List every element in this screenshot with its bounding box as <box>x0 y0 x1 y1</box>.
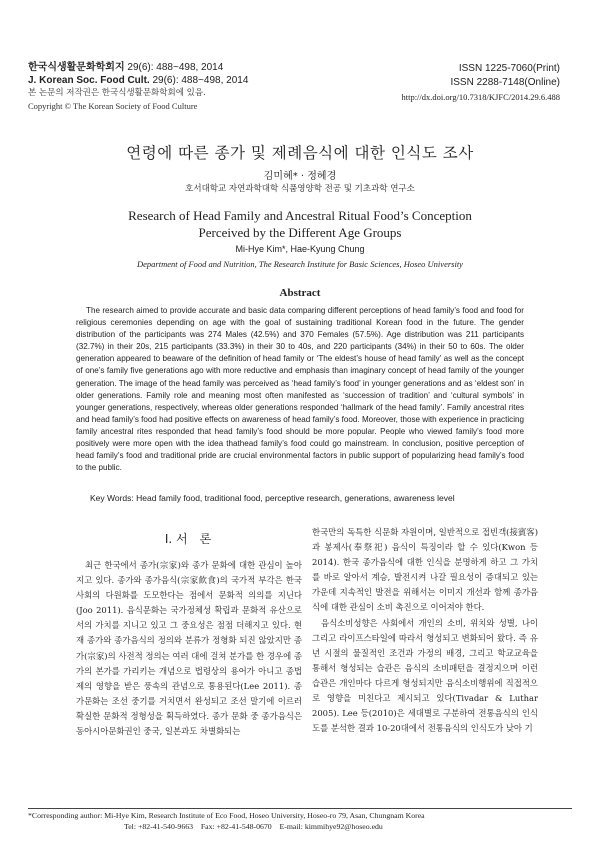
abstract-body: The research aimed to provide accurate and basic data comparing different perceptions of head family’s food and food for religious ceremonies depending on age with the goal of sustaining traditional Korean food in the future. The gender distribution of the participants was 274 Males (42.5%) and 370 Females (57.5%). Age distribution was 211 participants (32.7%) in their 20s, 215 participants (33.3%) in their 30 to 40s, and 220 participants (34%) in their 50 to 60s. The older generation appeared to beaware of the definition of head family or ‘The eldest’s house of head family’ as well as the concept of one’s family five generations ago with more reductive and emphasis than imaginary concept of head family of the younger generation. The image of the head family was perceived as ‘head family’s food’ in younger generations and as ‘eldest son’ in older generations. Family role and meaning most often manifested as ‘succession of tradition’ and ‘cultural symbols’ in younger generations, respectively, whereas older generations responded ‘hallmark of the head family’. Family ancestral rites and head family’s food had positive effects on awareness of head family’s food. Moreover, those with experience in practicing family ancestral rites responded that head family’s food should be more popular. People who viewed family’s food more positively were more open with the idea thathead family’s food could go mainstream. In conclusion, positive perception of head family’s food and traditional pride are crucial environmental factors in public support of popularizing head family’s food to the public. <box>76 306 524 473</box>
footnote-line-2: Tel: +82-41-540-9663 Fax: +82-41-548-0670 E-mail: kimmihye92@hoseo.edu <box>124 821 383 831</box>
journal-header <box>28 62 248 112</box>
copyright-en: Copyright © The Korean Society of Food Culture <box>28 100 198 111</box>
journal-ko-cite: 29(6): 488~498, 2014 <box>127 62 224 73</box>
intro-left-column: 최근 한국에서 종가(宗家)와 종가 문화에 대한 관심이 높아지고 있다. 종가와 종가음식(宗家飮食)의 국가적 부각은 한국사회의 다원화를 도모한다는 점에서 문화적 의의를 지닌다(Joo 2011). 음식문화는 국가정체성 확립과 문화적 유산으로서의 가치를 지니고 있고 그 중요성은 점점 더해지고 있다. 현재 종가와 종가음식의 정의와 분류가 정형화 되진 않았지만 종가(宗家)의 사전적 정의는 여러 대에 걸쳐 분가를 한 경우에 종가의 본가를 가리키는 개념으로 법령상의 용어가 아니고 종법제의 영향을 받은 풍속의 관념으로 통용된다(Lee 2011). 종가문화는 조선 중기를 거치면서 완성되고 조선 말기에 이르러 확실한 문화적 정형성을 획득하였다. 종가 문화 중 종가음식은 동아시아문화권인 중국, 일본과도 차별화되는 <box>76 560 302 737</box>
intro-right-paragraph-1: 한국만의 독특한 식문화 자원이며, 일반적으로 접빈객(接賓客)과 봉제사(奉祭祀) 음식이 특징이라 할 수 있다(Kwon 등 2014). 한국 종가음식에 대한 인식을 분명하게 하고 그 가치를 바로 알아서 계승, 발전시켜 나갈 필요성이 증대되고 있는 가운데 지속적인 발전을 위해서는 이미지 개선과 함께 종가음식에 대한 관심이 소비 촉진으로 이어져야 한다. <box>312 527 538 613</box>
keywords: Key Words: Head family food, traditional food, perceptive research, generations, awareness level <box>90 493 455 503</box>
title-english <box>0 207 600 241</box>
title-english-line-2: Perceived by the Different Age Groups <box>198 225 402 240</box>
section-heading-introduction: Ⅰ. 서 론 <box>164 532 212 546</box>
abstract-heading: Abstract <box>279 287 321 299</box>
issn-print: ISSN 1225-7060(Print) <box>458 63 560 74</box>
doi-link[interactable]: http://dx.doi.org/10.7318/KJFC/2014.29.6.488 <box>401 92 560 102</box>
corresponding-author-footnote <box>28 811 425 832</box>
copyright-ko: 본 논문의 저작권은 한국식생활문화학회에 있음. <box>28 88 206 98</box>
journal-ko-name: 한국식생활문화학회지 <box>28 62 125 73</box>
journal-ko-line <box>28 62 248 75</box>
journal-en-name: J. Korean Soc. Food Cult. <box>28 74 150 86</box>
journal-en-line <box>28 75 248 88</box>
journal-en-cite: 29(6): 488~498, 2014 <box>152 74 249 86</box>
affiliation-korean: 호서대학교 자연과학대학 식품영양학 전공 및 기초과학 연구소 <box>185 184 415 194</box>
intro-right-paragraph-2: 음식소비성향은 사회에서 개인의 소비, 위치와 성별, 나이 그리고 라이프스타일에 따라서 형성되고 변화되어 왔다. 즉 유년 시절의 물질적인 조건과 가정의 배경, 그리고 학교교육을 통해서 형성되는 습관은 음식의 소비패턴을 결정지으며 이런 습관은 개인마다 다르게 형성되지만 음식소비행위에 직접적으로 영향을 미친다고 제시되고 있다(Tivadar & Luthar 2005). Lee 등(2010)은 세대별로 구분하여 전통음식의 인식도를 분석한 결과 10-20대에서 전통음식의 인식도가 낮아 기 <box>312 617 538 734</box>
footnote-divider <box>28 808 572 809</box>
authors-korean: 김미혜* · 정혜경 <box>263 171 337 182</box>
affiliation-english: Department of Food and Nutrition, The Research Institute for Basic Sciences, Hoseo University <box>137 259 463 269</box>
title-english-line-1: Research of Head Family and Ancestral Ritual Food’s Conception <box>128 208 472 223</box>
intro-right-column <box>312 525 538 736</box>
title-korean: 연령에 따른 종가 및 제례음식에 대한 인식도 조사 <box>126 144 474 162</box>
authors-english: Mi-Hye Kim*, Hae-Kyung Chung <box>235 244 365 254</box>
issn-online: ISSN 2288-7148(Online) <box>450 77 560 88</box>
footnote-line-1: *Corresponding author: Mi-Hye Kim, Research Institute of Eco Food, Hoseo University, Hoseo-ro 79, Asan, Chungnam Korea <box>28 811 425 820</box>
issn-block <box>401 62 560 104</box>
